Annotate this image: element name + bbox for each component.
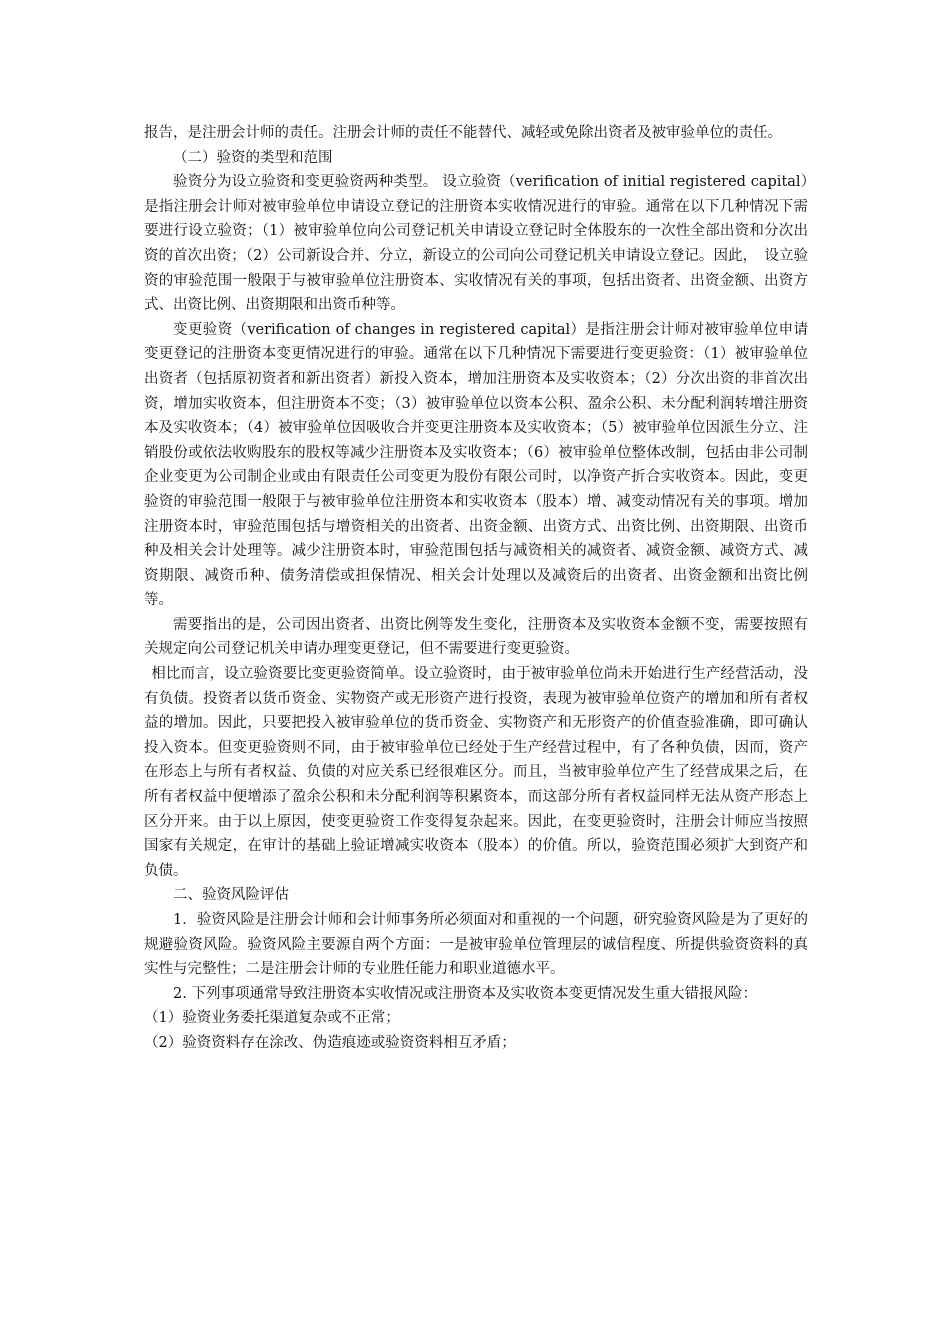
paragraph-change-verification: 变更验资（verification of changes in registered capital）是指注册会计师对被审验单位申请变更登记的注册资本变更情况进行的审验。通常在以下几种情况下需要进行变更验资：（1）被审验单位出资者（包括原初资者和新出资者）新投入资本，增加注册资本及实收资本；（2）分次出资的非首次出资，增加实收资本，但注册资本不变；（3）被审验单位以资本公积、盈余公积、未分配利润转增注册资本及实收资本；（4）被审验单位因吸收合并变更注册资本及实收资本；（5）被审验单位因派生分立、注销股份或依法收购股东的股权等减少注册资本及实收资本；（6）被审验单位整体改制，包括由非公司制企业变更为公司制企业或由有限责任公司变更为股份有限公司时，以净资产折合实收资本。因此，变更验资的审验范围一般限于与被审验单位注册资本和实收资本（股本）增、减变动情况有关的事项。增加注册资本时，审验范围包括与增资相关的出资者、出资金额、出资方式、出资比例、出资期限、出资币种及相关会计处理等。减少注册资本时，审验范围包括与减资相关的减资者、减资金额、减资方式、减资期限、减资币种、债务清偿或担保情况、相关会计处理以及减资后的出资者、出资金额和出资比例等。 [144, 321, 808, 609]
section-heading-verification-types: （二）验资的类型和范围 [173, 149, 333, 166]
paragraph-risk-definition: 1．验资风险是注册会计师和会计师事务所必须面对和重视的一个问题，研究验资风险是为了更好的规避验资风险。验资风险主要源自两个方面：一是被审验单位管理层的诚信程度、所提供验资资料的真实性与完整性；二是注册会计师的专业胜任能力和职业道德水平。 [144, 912, 808, 978]
paragraph-continuation: 报告，是注册会计师的责任。注册会计师的责任不能替代、减轻或免除出资者及被审验单位的责任。 [144, 125, 782, 141]
document-page [144, 121, 808, 1056]
paragraph-comparison: 相比而言，设立验资要比变更验资简单。设立验资时，由于被审验单位尚未开始进行生产经营活动，没有负债。投资者以货币资金、实物资产或无形资产进行投资，表现为被审验单位资产的增加和所有者权益的增加。因此，只要把投入被审验单位的货币资金、实物资产和无形资产的价值查验准确，即可确认投入资本。但变更验资则不同，由于被审验单位已经处于生产经营过程中，有了各种负债，因而，资产在形态上与所有者权益、负债的对应关系已经很难区分。而且，当被审验单位产生了经营成果之后，在所有者权益中便增添了盈余公积和未分配利润等积累资本，而这部分所有者权益同样无法从资产形态上区分开来。由于以上原因，使变更验资工作变得复杂起来。因此，在变更验资时，注册会计师应当按照国家有关规定，在审计的基础上验证增减实收资本（股本）的价值。所以，验资范围必须扩大到资产和负债。 [144, 666, 808, 879]
section-heading-risk-assessment: 二、验资风险评估 [173, 887, 289, 904]
paragraph-initial-verification: 验资分为设立验资和变更验资两种类型。 设立验资（verification of initial registered capital）是指注册会计师对被审验单位申请设立登记的注册资本实收情况进行的审验。通常在以下几种情况下需要进行设立验资；（1）被审验单位向公司登记机关申请设立登记时全体股东的一次性全部出资和分次出资的首次出资；（2）公司新设合并、分立，新设立的公司向公司登记机关申请设立登记。因此， 设立验资的审验范围一般限于与被审验单位注册资本、实收情况有关的事项，包括出资者、出资金额、出资方式、出资比例、出资期限和出资币种等。 [144, 174, 808, 314]
list-item-2: （2）验资资料存在涂改、伪造痕迹或验资资料相互矛盾； [144, 1034, 516, 1051]
paragraph-note: 需要指出的是，公司因出资者、出资比例等发生变化，注册资本及实收资本金额不变，需要按照有关规定向公司登记机关申请办理变更登记，但不需要进行变更验资。 [144, 616, 808, 658]
list-item-1: （1）验资业务委托渠道复杂或不正常； [144, 1010, 400, 1027]
paragraph-risk-events: 2. 下列事项通常导致注册资本实收情况或注册资本及实收资本变更情况发生重大错报风险： [173, 985, 757, 1002]
